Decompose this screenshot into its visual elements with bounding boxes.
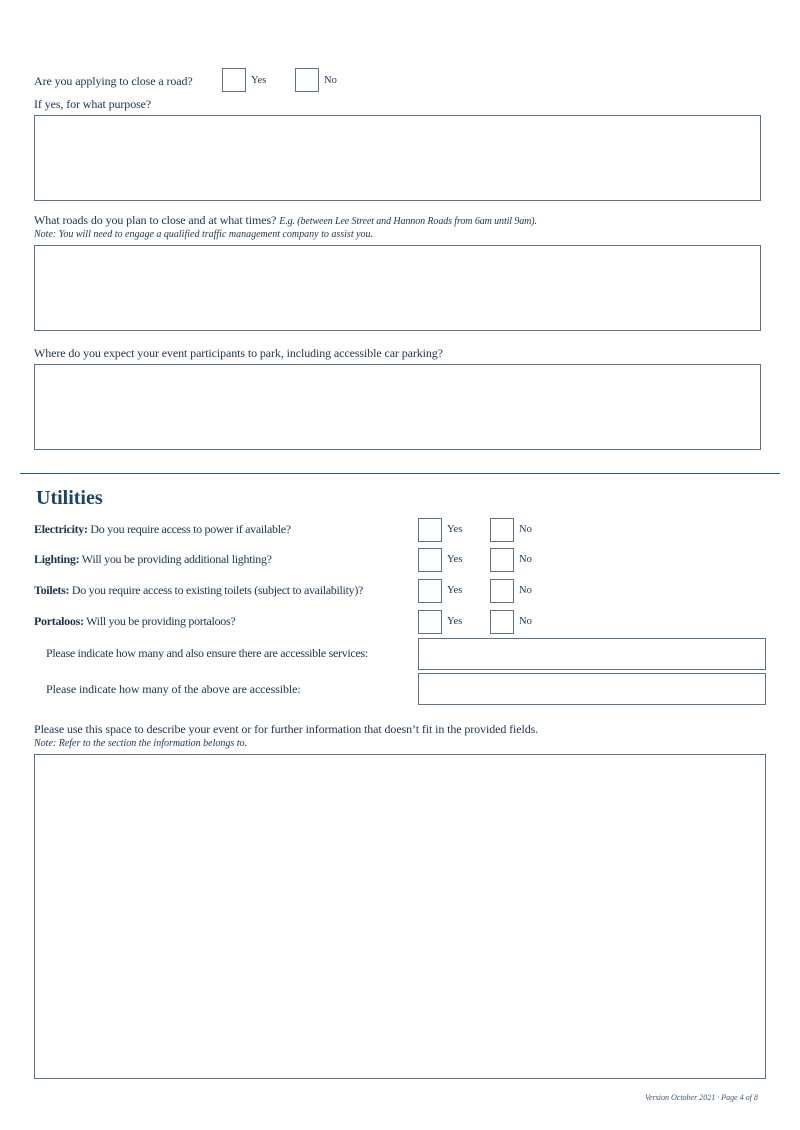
close-road-yes-checkbox[interactable] <box>222 68 246 92</box>
lighting-no-checkbox[interactable] <box>490 548 514 572</box>
accessible-label: Please indicate how many of the above are accessible: <box>46 682 301 696</box>
no-label: No <box>324 75 337 86</box>
close-road-no-checkbox[interactable] <box>295 68 319 92</box>
yes-label: Yes <box>447 585 463 596</box>
toilets-no-checkbox[interactable] <box>490 579 514 603</box>
electricity-yes-checkbox[interactable] <box>418 518 442 542</box>
no-label: No <box>519 554 532 565</box>
lighting-yes-checkbox[interactable] <box>418 548 442 572</box>
yes-label: Yes <box>251 75 267 86</box>
toilets-yes-checkbox[interactable] <box>418 579 442 603</box>
further-info-label: Please use this space to describe your event or for further information that doesn’t fit in the provided fields. <box>34 722 539 736</box>
roads-textarea[interactable] <box>34 245 761 331</box>
section-divider <box>20 473 780 474</box>
how-many-label: Please indicate how many and also ensure there are accessible services: <box>46 646 368 660</box>
no-label: No <box>519 616 532 627</box>
yes-label: Yes <box>447 554 463 565</box>
how-many-input[interactable] <box>418 638 766 670</box>
utilities-heading: Utilities <box>36 487 103 509</box>
parking-textarea[interactable] <box>34 364 761 450</box>
portaloos-yes-checkbox[interactable] <box>418 610 442 634</box>
portaloos-no-checkbox[interactable] <box>490 610 514 634</box>
further-info-textarea[interactable] <box>34 754 766 1079</box>
accessible-input[interactable] <box>418 673 766 705</box>
roads-label: What roads do you plan to close and at what times? E.g. (between Lee Street and Hannon Roads from 6am until 9am). <box>34 213 537 227</box>
utility-lighting-label: Lighting: Will you be providing additional lighting? <box>34 552 272 566</box>
no-label: No <box>519 585 532 596</box>
purpose-label: If yes, for what purpose? <box>34 97 152 111</box>
electricity-no-checkbox[interactable] <box>490 518 514 542</box>
utility-toilets-label: Toilets: Do you require access to existing toilets (subject to availability)? <box>34 583 364 597</box>
purpose-textarea[interactable] <box>34 115 761 201</box>
utility-electricity-label: Electricity: Do you require access to power if available? <box>34 522 291 536</box>
no-label: No <box>519 524 532 535</box>
further-info-note: Note: Refer to the section the information belongs to. <box>34 738 248 749</box>
parking-label: Where do you expect your event participants to park, including accessible car parking? <box>34 346 443 360</box>
yes-label: Yes <box>447 616 463 627</box>
page-footer: Version October 2021 · Page 4 of 8 <box>645 1093 758 1102</box>
yes-label: Yes <box>447 524 463 535</box>
roads-note: Note: You will need to engage a qualified traffic management company to assist you. <box>34 229 374 240</box>
close-road-question: Are you applying to close a road? <box>34 74 193 88</box>
utility-portaloos-label: Portaloos: Will you be providing portaloos? <box>34 614 236 628</box>
